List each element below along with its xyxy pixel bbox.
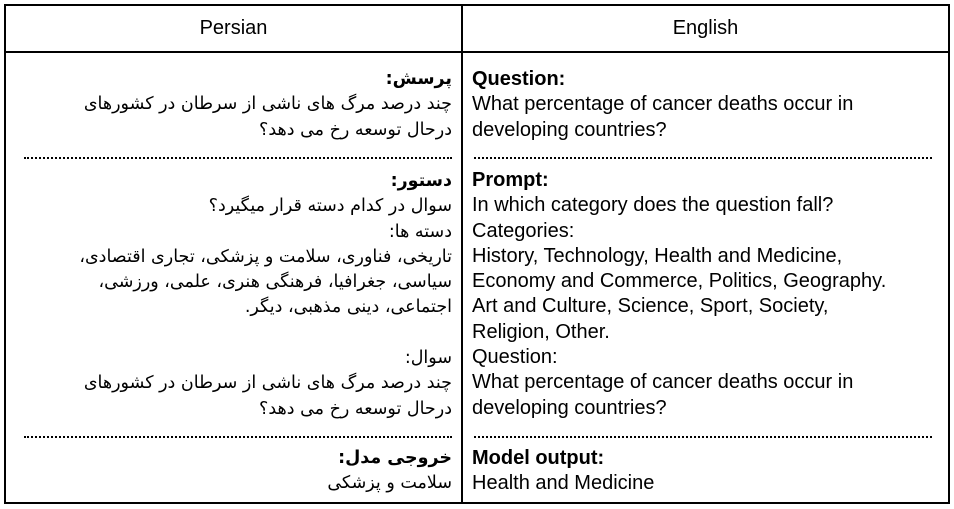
- persian-question-title: پرسش:: [385, 69, 452, 89]
- english-prompt-line: In which category does the question fall?: [472, 194, 834, 217]
- english-categories-label: Categories:: [472, 219, 575, 242]
- header-english: English: [672, 17, 739, 39]
- persian-output-value: سلامت و پزشکی: [327, 473, 452, 494]
- english-category-line: Religion, Other.: [472, 320, 610, 343]
- english-question-title: Question:: [472, 68, 566, 90]
- header-divider: [6, 51, 948, 53]
- persian-prompt-block: [12, 169, 452, 422]
- persian-categories-label: دسته ها:: [388, 221, 452, 242]
- english-question-line: developing countries?: [472, 396, 667, 419]
- english-dotted-separator: [474, 157, 932, 159]
- comparison-table: [4, 4, 950, 504]
- header-persian: Persian: [199, 17, 268, 39]
- persian-dotted-separator: [24, 436, 452, 438]
- english-question-line: What percentage of cancer deaths occur in: [472, 371, 854, 394]
- persian-question-line: درحال توسعه رخ می دهد؟: [259, 398, 452, 419]
- english-question-line: developing countries?: [472, 118, 667, 141]
- persian-question-line: چند درصد مرگ های ناشی از سرطان در کشورهای: [83, 94, 452, 115]
- english-output-block: [472, 446, 942, 497]
- english-prompt-title: Prompt:: [472, 169, 549, 191]
- persian-output-block: [12, 446, 452, 497]
- english-question-line: What percentage of cancer deaths occur in: [472, 93, 854, 116]
- english-dotted-separator: [474, 436, 932, 438]
- persian-question-block: [12, 67, 452, 143]
- column-divider: [461, 6, 463, 502]
- persian-prompt-title: دستور:: [390, 171, 452, 191]
- english-prompt-block: [472, 168, 942, 421]
- persian-dotted-separator: [24, 157, 452, 159]
- persian-category-line: سیاسی، جغرافیا، فرهنگی هنری، علمی، ورزشی،: [98, 272, 452, 293]
- english-question-block: [472, 67, 942, 143]
- english-category-line: Art and Culture, Science, Sport, Society,: [472, 295, 829, 318]
- persian-output-title: خروجی مدل:: [338, 448, 452, 468]
- english-output-value: Health and Medicine: [472, 472, 655, 495]
- english-question-label: Question:: [472, 346, 558, 369]
- english-category-line: History, Technology, Health and Medicine,: [472, 244, 843, 267]
- english-category-line: Economy and Commerce, Politics, Geography.: [472, 270, 887, 293]
- persian-question-line: چند درصد مرگ های ناشی از سرطان در کشورهای: [83, 373, 452, 394]
- persian-question-line: درحال توسعه رخ می دهد؟: [259, 119, 452, 140]
- persian-question-label: سوال:: [404, 348, 452, 369]
- persian-category-line: اجتماعی، دینی مذهبی، دیگر.: [244, 297, 452, 318]
- english-output-title: Model output:: [472, 447, 605, 469]
- persian-prompt-line: سوال در کدام دسته قرار میگیرد؟: [208, 196, 452, 217]
- persian-category-line: تاریخی، فناوری، سلامت و پزشکی، تجاری اقتصادی،: [79, 246, 452, 267]
